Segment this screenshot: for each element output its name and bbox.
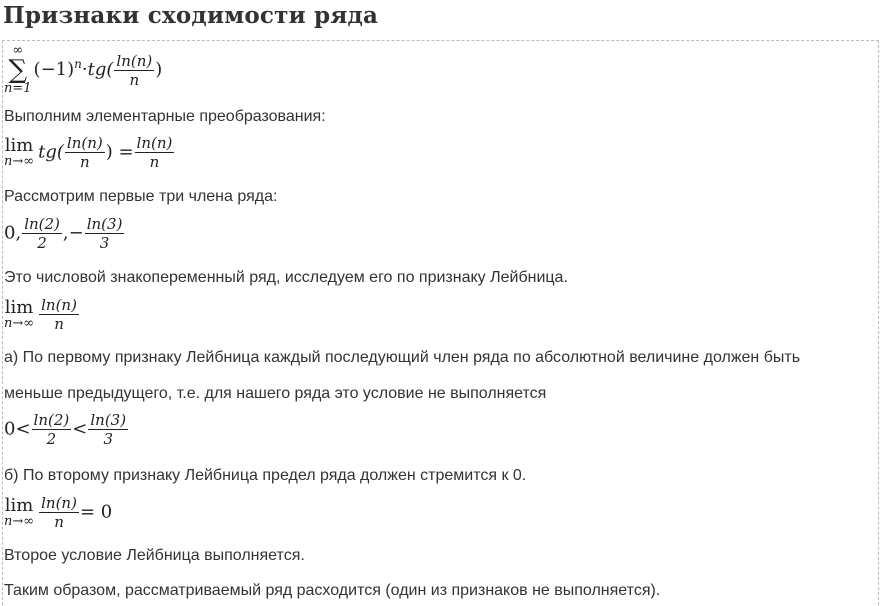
fraction (39, 296, 79, 333)
limit-operator (4, 494, 35, 529)
fraction-denominator: n (129, 70, 140, 89)
fraction (135, 134, 175, 171)
inequality-start: 0< (4, 418, 31, 440)
fraction (22, 215, 62, 252)
text-line: меньше предыдущего, т.е. для нашего ряда это условие не выполняется (4, 385, 547, 402)
tangent-function: tg( (87, 59, 114, 80)
dot-operator: · (81, 59, 88, 80)
sign-factor: (−1) (33, 59, 75, 80)
limit-subscript: n→∞ (4, 153, 35, 169)
fraction-denominator: n (79, 153, 90, 171)
fraction (85, 215, 125, 252)
fraction-denominator: 2 (46, 430, 57, 448)
sum-operator (4, 44, 32, 96)
term-zero: 0, (4, 222, 22, 244)
limit-equivalence-formula (4, 134, 175, 171)
fraction-denominator: n (149, 153, 160, 171)
fraction (88, 411, 128, 448)
inequality-formula (4, 411, 129, 448)
limit-subscript: n→∞ (4, 315, 35, 331)
text-line: а) По первому признаку Лейбница каждый последующий член ряда по абсолютной величине должен быть (4, 349, 801, 366)
fraction (114, 52, 154, 89)
fraction (39, 494, 79, 531)
sum-sign: ∑ (8, 55, 28, 85)
equals-sign: ) = (105, 141, 134, 163)
fraction-numerator: ln(n) (66, 134, 103, 152)
first-terms-formula (4, 215, 125, 252)
text-line: Второе условие Лейбница выполняется. (4, 547, 305, 564)
fraction-denominator: 2 (37, 234, 47, 252)
fraction-numerator: ln(n) (116, 51, 153, 70)
text-line: Выполним элементарные преобразования: (4, 108, 326, 125)
equals-zero: = 0 (79, 501, 113, 523)
page-title: Признаки сходимости ряда (3, 2, 379, 29)
limit-formula (4, 296, 80, 333)
text-line: Это числовой знакопеременный ряд, исследуем его по признаку Лейбница. (4, 269, 568, 286)
power-exponent: n (74, 57, 82, 71)
limit-operator (4, 296, 35, 331)
separator: ,− (62, 222, 84, 244)
text-line: Рассмотрим первые три члена ряда: (4, 188, 278, 205)
limit-operator (4, 134, 35, 169)
fraction (32, 411, 72, 448)
fraction-denominator: 3 (99, 234, 110, 252)
fraction-numerator: ln(n) (41, 296, 77, 314)
text-line: б) По второму признаку Лейбница предел ряда должен стремится к 0. (4, 467, 527, 484)
fraction-denominator: n (54, 315, 64, 333)
fraction-numerator: ln(n) (136, 134, 173, 152)
less-than-sign: < (72, 418, 88, 440)
limit-word: lim (4, 134, 34, 156)
fraction-numerator: ln(2) (24, 215, 60, 233)
fraction (65, 134, 105, 171)
limit-zero-formula (4, 494, 112, 531)
fraction-denominator: 3 (103, 430, 113, 448)
limit-word: lim (4, 494, 34, 516)
sum-upper-limit: ∞ (12, 43, 24, 58)
fraction-denominator: n (54, 513, 64, 531)
limit-word: lim (4, 296, 34, 318)
tangent-function: tg( (38, 141, 64, 163)
fraction-numerator: ln(3) (86, 215, 123, 233)
limit-subscript: n→∞ (4, 513, 35, 529)
sum-lower-limit: n=1 (4, 81, 32, 96)
fraction-numerator: ln(2) (33, 411, 70, 429)
series-formula (4, 44, 162, 96)
fraction-numerator: ln(n) (41, 494, 77, 512)
closing-paren: ) (155, 59, 163, 80)
fraction-numerator: ln(3) (90, 411, 127, 429)
text-line: Таким образом, рассматриваемый ряд расходится (один из признаков не выполняется). (4, 582, 661, 599)
